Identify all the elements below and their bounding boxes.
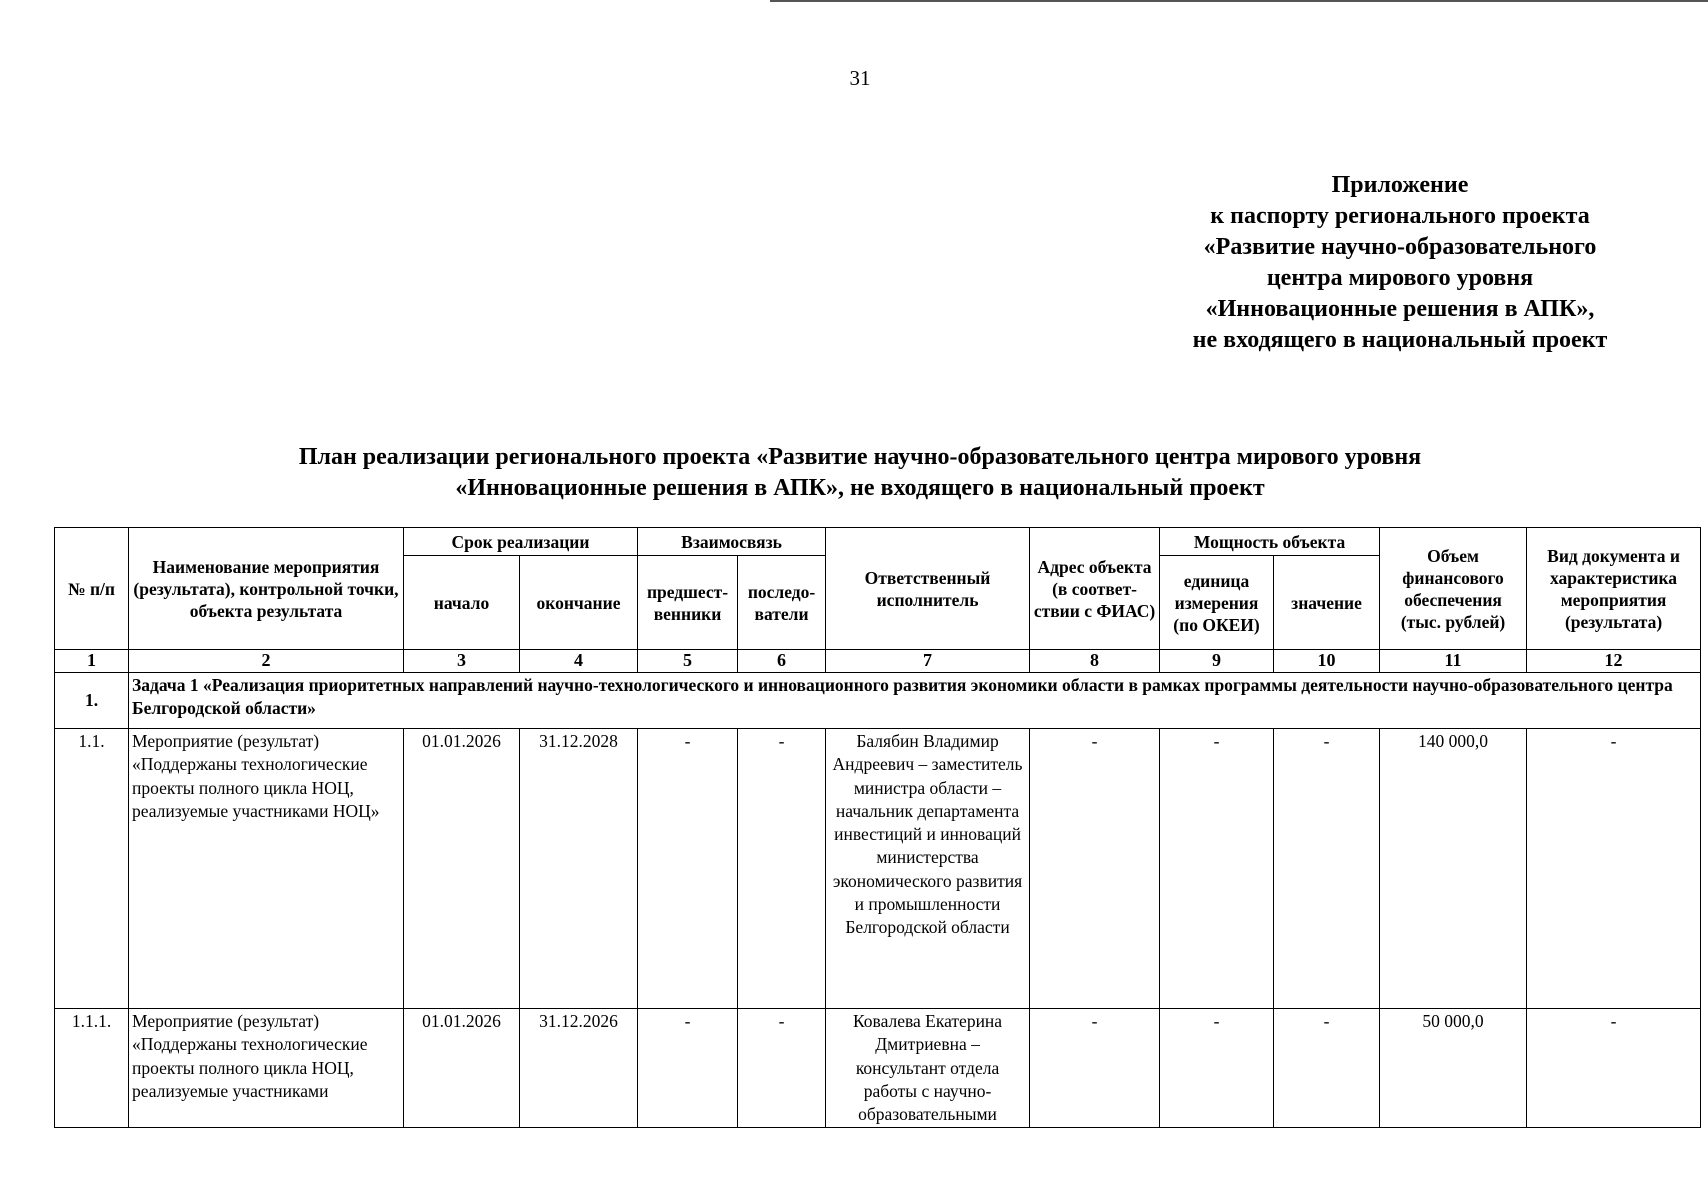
appendix-line: «Развитие научно-образовательного	[1203, 234, 1597, 260]
header-relation: Взаимосвязь	[638, 528, 826, 556]
row-address: -	[1030, 1009, 1160, 1128]
row-start-date: 01.01.2026	[404, 729, 520, 1009]
header-term-end: окончание	[520, 556, 638, 650]
appendix-line: центра мирового уровня	[1266, 265, 1534, 291]
row-successors: -	[738, 729, 826, 1009]
task-text: Задача 1 «Реализация приоритетных направлений научно-технологического и инновационного развития экономики области в рамках программы деятельности научно-образовательного центра Белгородской области»	[129, 673, 1701, 729]
table-row	[55, 729, 1701, 1009]
row-responsible: Балябин Владимир Андреевич – заместитель министра области – начальник департамента инвестиций и инноваций министерства экономического развития и промышленности Белгородской области	[826, 729, 1030, 1009]
header-funding: Объем финансового обеспечения (тыс. рублей)	[1380, 528, 1527, 650]
plan-title	[130, 442, 1590, 504]
row-value: -	[1274, 729, 1380, 1009]
row-unit: -	[1160, 1009, 1274, 1128]
column-number: 2	[129, 650, 404, 673]
row-name: Мероприятие (результат) «Поддержаны технологические проекты полного цикла НОЦ, реализуемые участниками НОЦ»	[129, 729, 404, 1009]
appendix-line: к паспорту регионального проекта	[1210, 203, 1590, 229]
column-number: 5	[638, 650, 738, 673]
header-responsible: Ответственный исполнитель	[826, 528, 1030, 650]
column-number: 9	[1160, 650, 1274, 673]
header-document: Вид документа и характеристика мероприятия (результата)	[1527, 528, 1701, 650]
row-end-date: 31.12.2028	[520, 729, 638, 1009]
column-number: 11	[1380, 650, 1527, 673]
appendix-line: не входящего в национальный проект	[1192, 327, 1608, 353]
row-funding: 50 000,0	[1380, 1009, 1527, 1128]
row-number: 1.1.1.	[55, 1009, 129, 1128]
header-name: Наименование мероприятия (результата), контрольной точки, объекта результата	[129, 528, 404, 650]
column-number: 12	[1527, 650, 1701, 673]
header-row	[55, 528, 1701, 556]
row-document: -	[1527, 1009, 1701, 1128]
row-number: 1.1.	[55, 729, 129, 1009]
table-row	[55, 1009, 1701, 1128]
header-term-start: начало	[404, 556, 520, 650]
row-start-date: 01.01.2026	[404, 1009, 520, 1128]
plan-title-line: План реализации регионального проекта «Развитие научно-образовательного центра мирового уровня	[298, 444, 1422, 470]
header-successors: последо-ватели	[738, 556, 826, 650]
row-address: -	[1030, 729, 1160, 1009]
column-number: 1	[55, 650, 129, 673]
header-capacity: Мощность объекта	[1160, 528, 1380, 556]
header-value: значение	[1274, 556, 1380, 650]
row-funding: 140 000,0	[1380, 729, 1527, 1009]
row-name: Мероприятие (результат) «Поддержаны технологические проекты полного цикла НОЦ, реализуемые участниками	[129, 1009, 404, 1128]
row-successors: -	[738, 1009, 826, 1128]
task-row	[55, 673, 1701, 729]
header-unit: единица измерения (по ОКЕИ)	[1160, 556, 1274, 650]
header-num: № п/п	[55, 528, 129, 650]
row-value: -	[1274, 1009, 1380, 1128]
column-number: 10	[1274, 650, 1380, 673]
row-predecessors: -	[638, 729, 738, 1009]
header-predecessors: предшест-венники	[638, 556, 738, 650]
column-number: 6	[738, 650, 826, 673]
page-number: 31	[849, 66, 871, 90]
column-number: 4	[520, 650, 638, 673]
header-term: Срок реализации	[404, 528, 638, 556]
row-predecessors: -	[638, 1009, 738, 1128]
row-unit: -	[1160, 729, 1274, 1009]
appendix-line: Приложение	[1331, 172, 1469, 198]
page-top-rule	[770, 0, 1708, 2]
plan-table	[54, 527, 1701, 1128]
row-responsible: Ковалева Екатерина Дмитриевна – консультант отдела работы с научно-образовательными	[826, 1009, 1030, 1128]
plan-title-line: «Инновационные решения в АПК», не входящего в национальный проект	[455, 475, 1265, 501]
row-end-date: 31.12.2026	[520, 1009, 638, 1128]
column-number: 3	[404, 650, 520, 673]
column-number-row	[55, 650, 1701, 673]
appendix-line: «Инновационные решения в АПК»,	[1205, 296, 1595, 322]
row-document: -	[1527, 729, 1701, 1009]
column-number: 7	[826, 650, 1030, 673]
header-address: Адрес объекта (в соответ-ствии с ФИАС)	[1030, 528, 1160, 650]
column-number: 8	[1030, 650, 1160, 673]
task-number: 1.	[55, 673, 129, 729]
appendix-heading	[1150, 170, 1650, 356]
